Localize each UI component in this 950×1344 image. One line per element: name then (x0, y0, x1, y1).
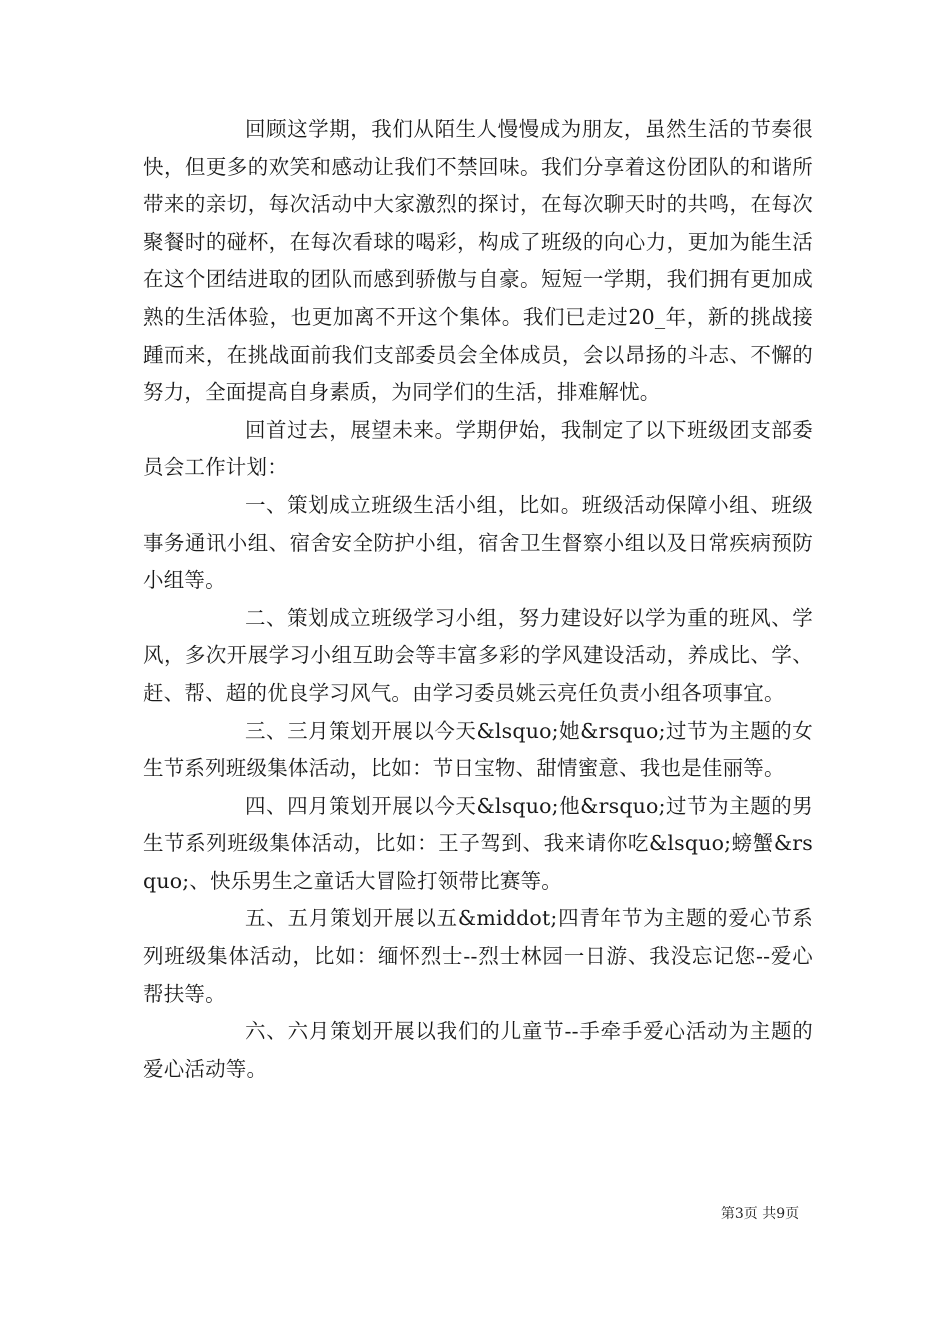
paragraph-review: 回顾这学期，我们从陌生人慢慢成为朋友，虽然生活的节奏很快，但更多的欢笑和感动让我们不禁回味。我们分享着这份团队的和谐所带来的亲切，每次活动中大家激烈的探讨，在每次聊天时的共鸣，在每次聚餐时的碰杯，在每次看球的喝彩，构成了班级的向心力，更加为能生活在这个团结进取的团队而感到骄傲与自豪。短短一学期，我们拥有更加成熟的生活体验，也更加离不开这个集体。我们已走过20_年，新的挑战接踵而来，在挑战面前我们支部委员会全体成员，会以昂扬的斗志、不懈的努力，全面提高自身素质，为同学们的生活，排难解忧。 (143, 117, 813, 405)
plan-item-4: 四、四月策划开展以今天&lsquo;他&rsquo;过节为主题的男生节系列班级集体活动，比如：王子驾到、我来请你吃&lsquo;螃蟹&rsquo;、快乐男生之童话大冒险打领带比赛等。 (143, 793, 813, 893)
plan-item-5: 五、五月策划开展以五&middot;四青年节为主题的爱心节系列班级集体活动，比如：缅怀烈士--烈士林园一日游、我没忘记您--爱心帮扶等。 (143, 906, 813, 1006)
plan-item-2: 二、策划成立班级学习小组，努力建设好以学为重的班风、学风，多次开展学习小组互助会等丰富多彩的学风建设活动，养成比、学、赶、帮、超的优良学习风气。由学习委员姚云亮任负责小组各项事宜。 (143, 605, 813, 705)
plan-item-1: 一、策划成立班级生活小组，比如。班级活动保障小组、班级事务通讯小组、宿舍安全防护小组，宿舍卫生督察小组以及日常疾病预防小组等。 (143, 492, 813, 593)
paragraph-outlook: 回首过去，展望未来。学期伊始，我制定了以下班级团支部委员会工作计划： (143, 417, 813, 480)
plan-item-6: 六、六月策划开展以我们的儿童节--手牵手爱心活动为主题的爱心活动等。 (143, 1019, 813, 1081)
document-body (143, 111, 813, 1088)
page-number-footer: 第3页 共9页 (720, 1206, 800, 1222)
plan-item-3: 三、三月策划开展以今天&lsquo;她&rsquo;过节为主题的女生节系列班级集体活动，比如：节日宝物、甜情蜜意、我也是佳丽等。 (143, 718, 813, 781)
